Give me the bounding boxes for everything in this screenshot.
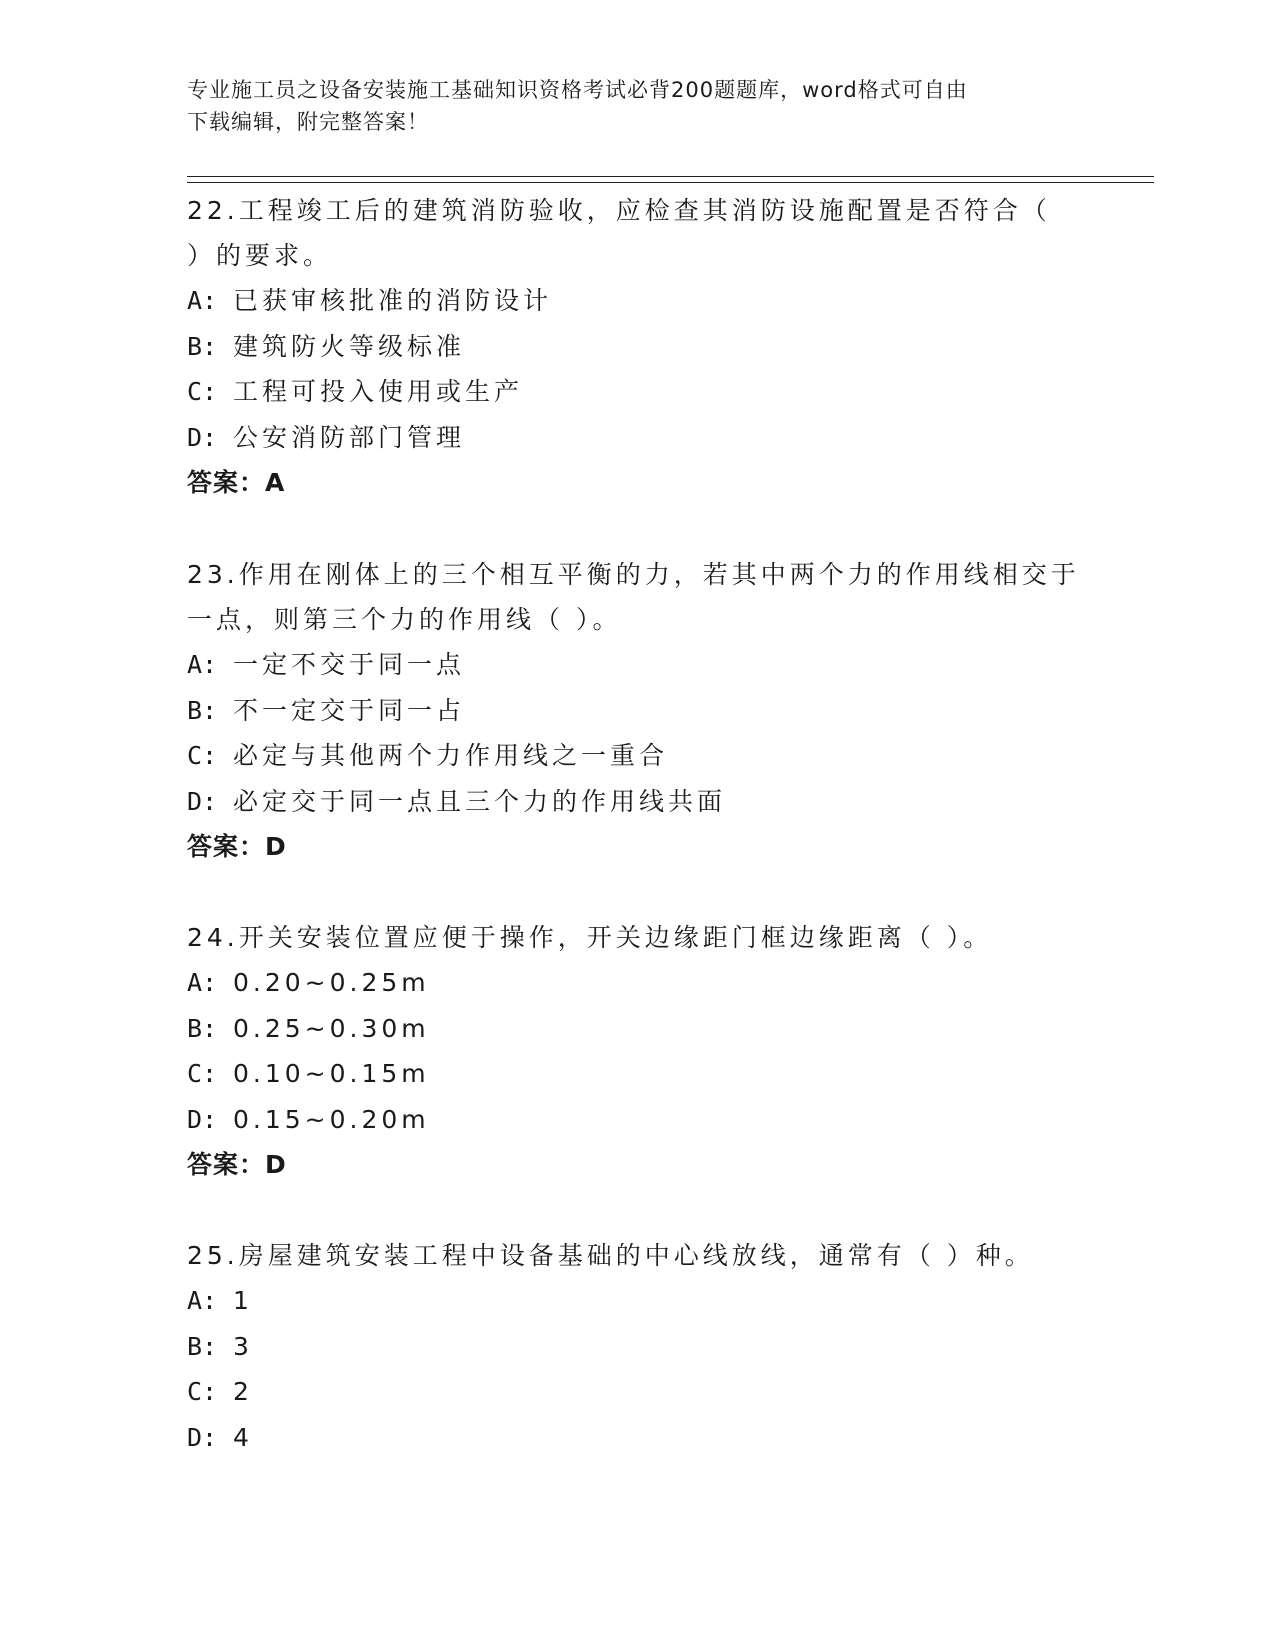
- option-text: 4: [233, 1422, 253, 1452]
- option-text: 建筑防火等级标准: [233, 331, 466, 361]
- question-stem-line: 25.房屋建筑安装工程中设备基础的中心线放线，通常有（ ）种。: [187, 1241, 1034, 1270]
- option-text: 工程可投入使用或生产: [233, 377, 524, 406]
- question-22: [187, 188, 1087, 506]
- option-key: D:: [187, 786, 218, 816]
- option-d: [187, 415, 1087, 461]
- option-c: [187, 733, 1087, 779]
- option-text: 一定不交于同一点: [233, 650, 466, 679]
- question-24: [187, 915, 1087, 1188]
- option-text: 2: [233, 1377, 253, 1406]
- option-text: 公安消防部门管理: [233, 422, 466, 452]
- option-d: [187, 1415, 1087, 1461]
- option-key: B:: [187, 1331, 218, 1361]
- option-c: [187, 369, 1087, 415]
- header-divider-top: [187, 176, 1154, 177]
- option-c: [187, 1051, 1087, 1097]
- option-b: [187, 688, 1087, 734]
- option-text: 0.20~0.25m: [233, 968, 430, 997]
- option-text: 必定交于同一点且三个力的作用线共面: [233, 786, 727, 816]
- question-stem-line: 22.工程竣工后的建筑消防验收，应检查其消防设施配置是否符合（: [187, 196, 1051, 225]
- option-key: B:: [187, 695, 218, 725]
- question-stem-line: ）的要求。: [187, 241, 333, 270]
- option-key: D:: [187, 422, 218, 452]
- option-key: B:: [187, 331, 218, 361]
- option-key: A:: [187, 650, 218, 679]
- option-b: [187, 1324, 1087, 1370]
- option-key: C:: [187, 1377, 218, 1406]
- option-c: [187, 1369, 1087, 1415]
- header-divider-bottom: [187, 182, 1154, 183]
- option-key: B:: [187, 1013, 218, 1043]
- header-line-1: 专业施工员之设备安装施工基础知识资格考试必背200题题库，word格式可自由: [187, 78, 968, 102]
- question-stem-line: 23.作用在刚体上的三个相互平衡的力，若其中两个力的作用线相交于: [187, 560, 1080, 589]
- question-25: [187, 1233, 1087, 1460]
- document-header: [187, 74, 1067, 138]
- option-d: [187, 1097, 1087, 1143]
- option-a: [187, 278, 1087, 324]
- option-text: 0.25~0.30m: [233, 1013, 430, 1043]
- answer: 答案：A: [187, 468, 286, 497]
- header-line-2: 下载编辑，附完整答案！: [187, 110, 429, 134]
- option-text: 已获审核批准的消防设计: [233, 286, 553, 315]
- option-key: C:: [187, 1059, 218, 1088]
- question-stem-line: 24.开关安装位置应便于操作，开关边缘距门框边缘距离（ ）。: [187, 923, 993, 952]
- option-a: [187, 1278, 1087, 1324]
- option-key: C:: [187, 741, 218, 770]
- answer: 答案：D: [187, 1150, 287, 1179]
- option-text: 0.15~0.20m: [233, 1104, 430, 1134]
- option-text: 不一定交于同一占: [233, 695, 466, 725]
- option-text: 3: [233, 1331, 253, 1361]
- option-b: [187, 1006, 1087, 1052]
- option-key: D:: [187, 1104, 218, 1134]
- option-a: [187, 642, 1087, 688]
- option-text: 必定与其他两个力作用线之一重合: [233, 741, 669, 770]
- answer: 答案：D: [187, 832, 287, 861]
- option-key: D:: [187, 1422, 218, 1452]
- question-23: [187, 552, 1087, 870]
- option-a: [187, 960, 1087, 1006]
- option-text: 0.10~0.15m: [233, 1059, 430, 1088]
- option-key: C:: [187, 377, 218, 406]
- option-d: [187, 779, 1087, 825]
- option-key: A:: [187, 286, 218, 315]
- option-text: 1: [233, 1286, 253, 1315]
- option-b: [187, 324, 1087, 370]
- question-stem-line: 一点，则第三个力的作用线（ ）。: [187, 605, 622, 634]
- option-key: A:: [187, 1286, 218, 1315]
- option-key: A:: [187, 968, 218, 997]
